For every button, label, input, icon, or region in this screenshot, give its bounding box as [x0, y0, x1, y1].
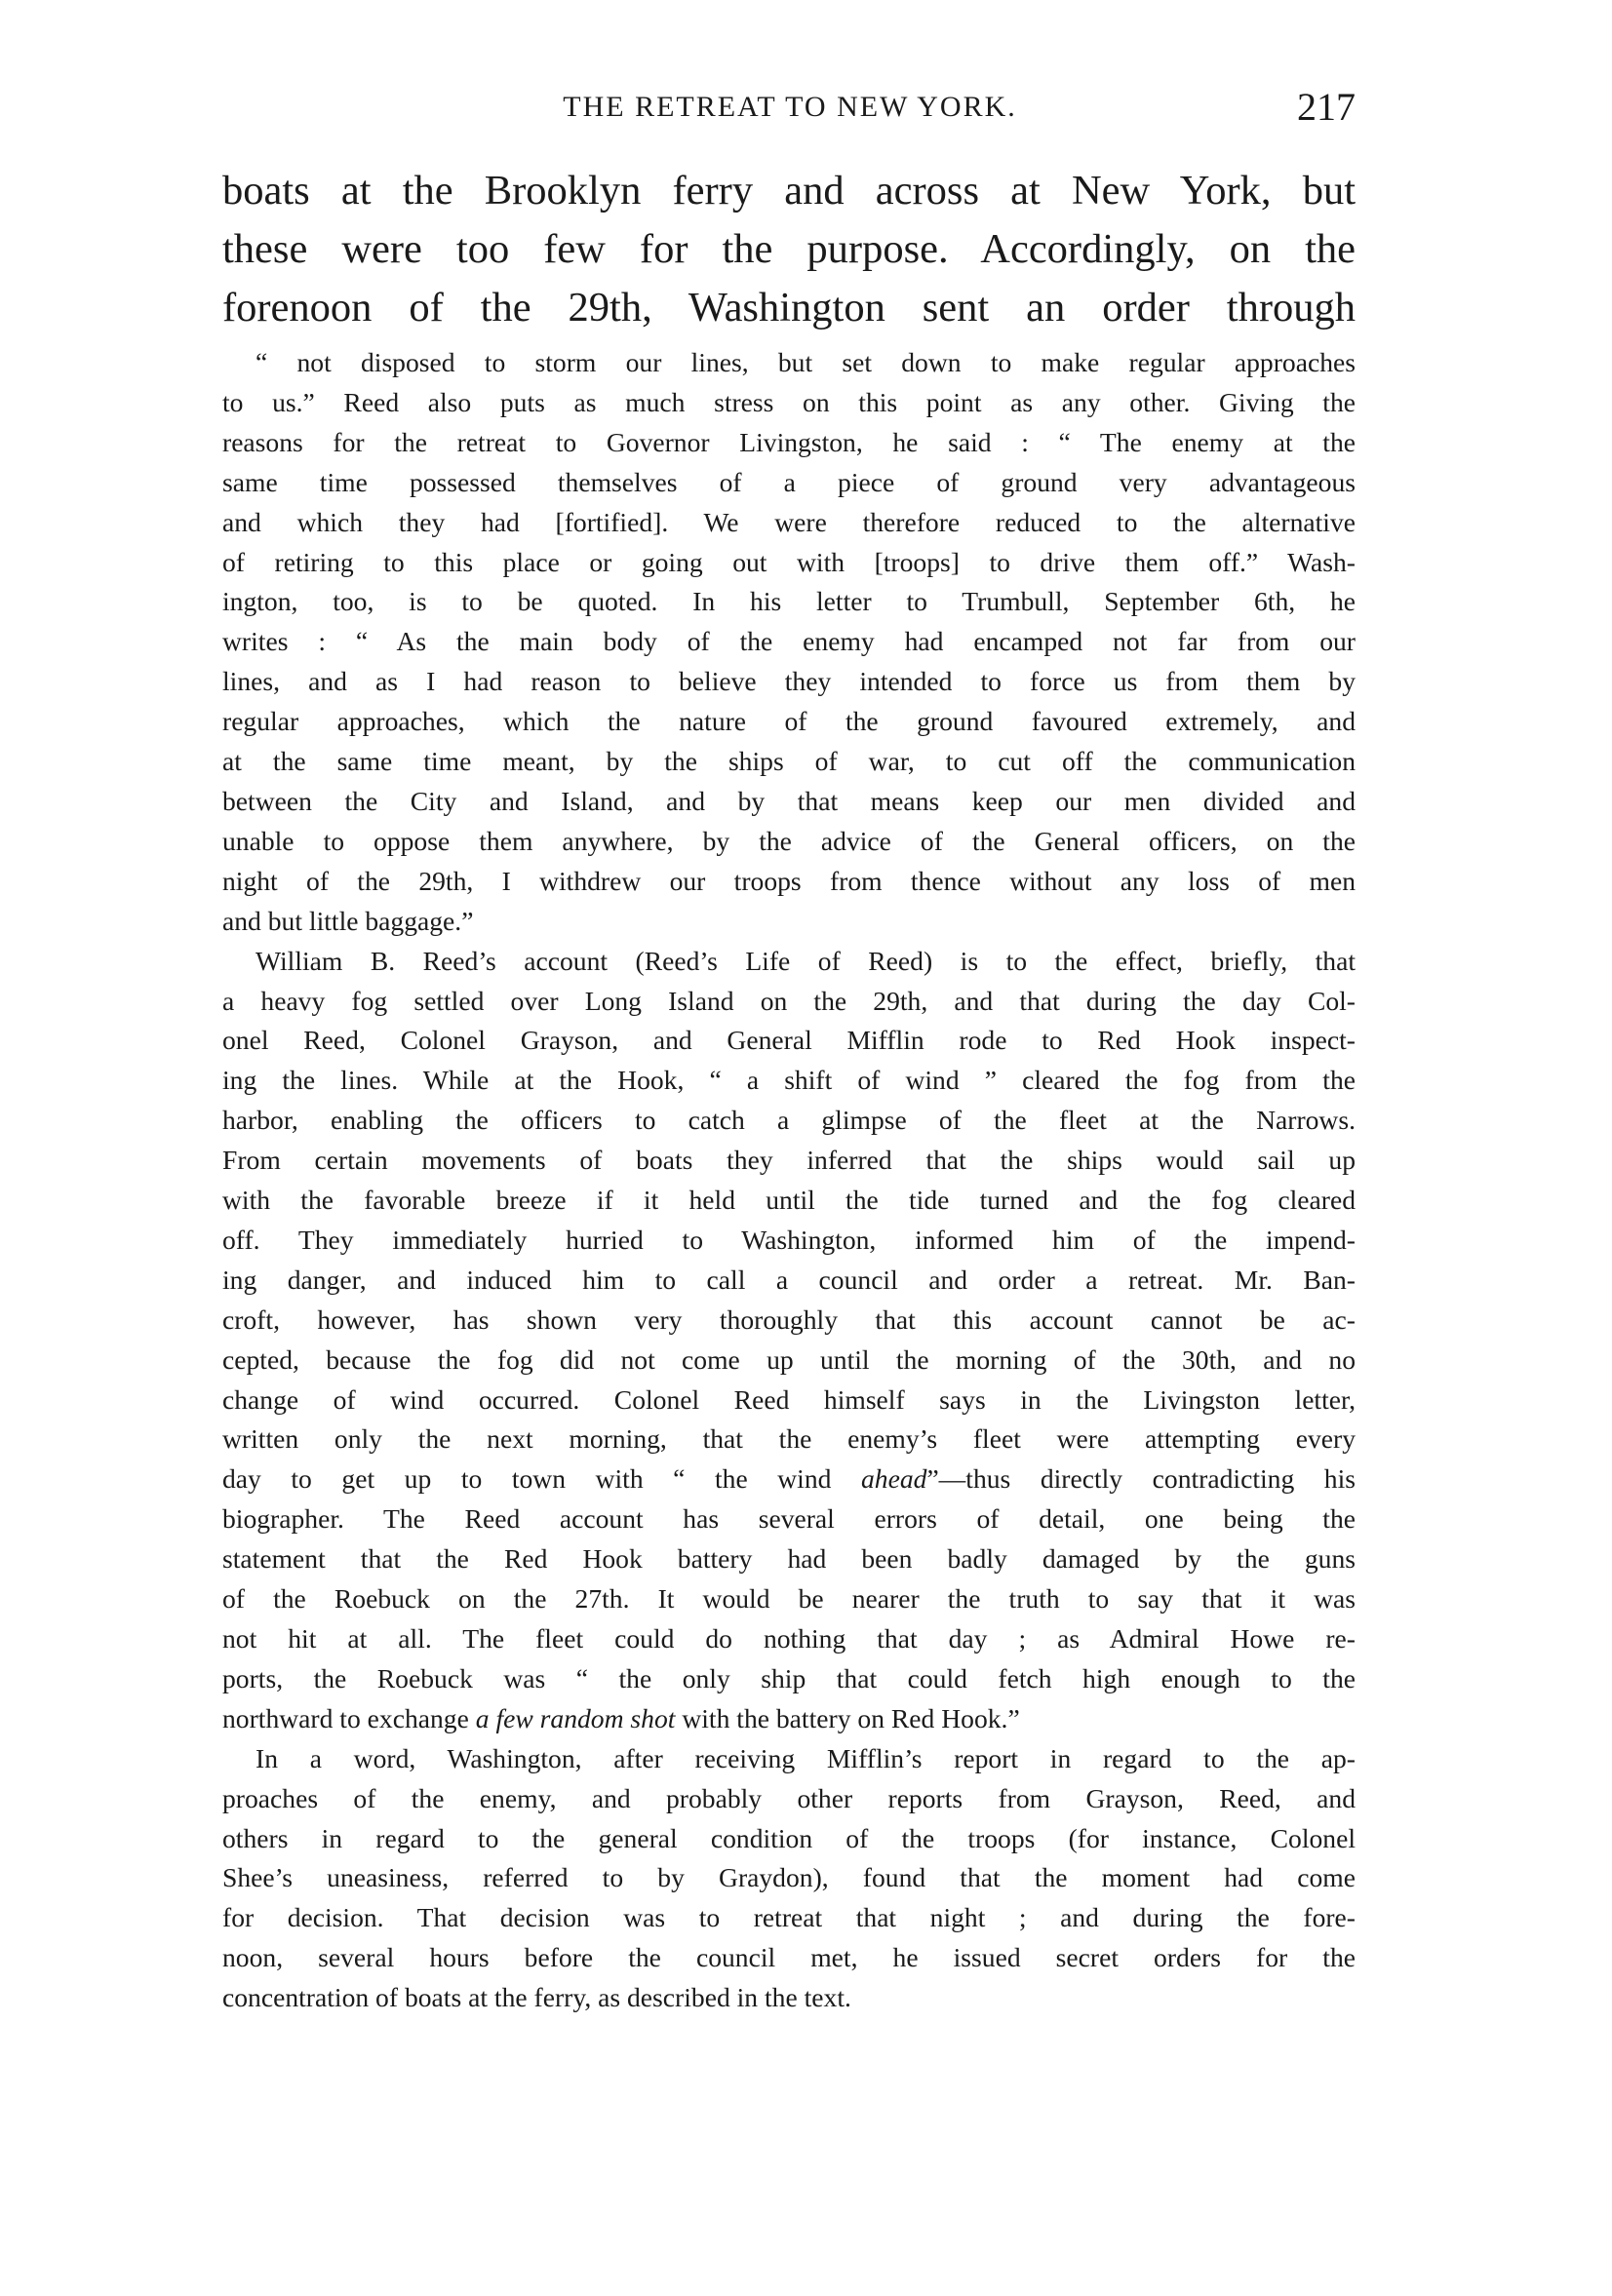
footnote-line: off. They immediately hurried to Washington, informed him of the impend- [222, 1224, 1356, 1255]
footnote-line: with the favorable breeze if it held until the tide turned and the fog cleared [222, 1185, 1356, 1216]
footnote-text: with the battery on Red Hook.” [675, 1702, 1020, 1733]
footnote-text: ”—thus directly contradicting his [926, 1463, 1356, 1495]
footnote-line: unable to oppose them anywhere, by the advice of the General officers, on the [222, 825, 1356, 856]
footnote-line: harbor, enabling the officers to catch a glimpse of the fleet at the Narrows. [222, 1105, 1356, 1136]
footnote-line: a heavy fog settled over Long Island on the 29th, and that during the day Col- [222, 985, 1356, 1016]
footnote-line: at the same time meant, by the ships of war, to cut off the communication [222, 746, 1356, 777]
footnote-line: of retiring to this place or going out with [troops] to drive them off.” Wash- [222, 546, 1356, 577]
footnote-line: not hit at all. The fleet could do nothing that day ; as Admiral Howe re- [222, 1623, 1356, 1654]
footnote-line: regular approaches, which the nature of the ground favoured extremely, and [222, 706, 1356, 737]
footnote-line: concentration of boats at the ferry, as described in the text. [222, 1982, 851, 2013]
footnote-line: noon, several hours before the council met, he issued secret orders for the [222, 1942, 1356, 1973]
footnote-line: for decision. That decision was to retreat that night ; and during the fore- [222, 1902, 1356, 1933]
footnote-line: written only the next morning, that the enemy’s fleet were attempting every [222, 1423, 1356, 1455]
footnote-paragraph-1 [222, 343, 1356, 942]
footnote-line: writes : “ As the main body of the enemy had encamped not far from our [222, 626, 1356, 657]
main-text-line: boats at the Brooklyn ferry and across at New York, but [222, 168, 1356, 214]
page-number: 217 [1297, 85, 1356, 129]
footnote-line [222, 1459, 1356, 1499]
footnote-line [222, 1699, 1356, 1739]
footnote-paragraph-2 [222, 942, 1356, 1739]
running-title: THE RETREAT TO NEW YORK. [563, 91, 1017, 123]
footnote-line: and but little baggage.” [222, 905, 474, 936]
footnote-line: and which they had [fortified]. We were therefore reduced to the alternative [222, 506, 1356, 537]
footnote-line: Shee’s uneasiness, referred to by Graydon), found that the moment had come [222, 1862, 1356, 1893]
footnote-paragraph-3 [222, 1739, 1356, 2018]
footnote-line: same time possessed themselves of a piece of ground very advantageous [222, 466, 1356, 497]
footnote-line: others in regard to the general condition of the troops (for instance, Colonel [222, 1822, 1356, 1853]
footnote-line: ing the lines. While at the Hook, “ a shift of wind ” cleared the fog from the [222, 1065, 1356, 1096]
footnote-line: night of the 29th, I withdrew our troops from thence without any loss of men [222, 865, 1356, 896]
italic-emphasis: a few random shot [475, 1702, 676, 1733]
footnote-line: reasons for the retreat to Governor Livingston, he said : “ The enemy at the [222, 426, 1356, 457]
footnote-line: In a word, Washington, after receiving Mifflin’s report in regard to the ap- [256, 1742, 1356, 1773]
footnote-line: ington, too, is to be quoted. In his letter to Trumbull, September 6th, he [222, 586, 1356, 617]
main-text-line: these were too few for the purpose. Accordingly, on the [222, 226, 1356, 272]
footnotes [222, 343, 1356, 2018]
footnote-line: croft, however, has shown very thoroughly that this account cannot be ac- [222, 1304, 1356, 1335]
footnote-line: onel Reed, Colonel Grayson, and General Mifflin rode to Red Hook inspect- [222, 1025, 1356, 1056]
footnote-line: cepted, because the fog did not come up until the morning of the 30th, and no [222, 1343, 1356, 1375]
footnote-line: ports, the Roebuck was “ the only ship that could fetch high enough to the [222, 1662, 1356, 1693]
footnote-text: northward to exchange [222, 1702, 476, 1733]
footnote-line: ing danger, and induced him to call a council and order a retreat. Mr. Ban- [222, 1264, 1356, 1295]
footnote-line: biographer. The Reed account has several errors of detail, one being the [222, 1503, 1356, 1535]
footnote-line: change of wind occurred. Colonel Reed himself says in the Livingston letter, [222, 1383, 1356, 1415]
main-text-line: forenoon of the 29th, Washington sent an order through [222, 285, 1356, 331]
footnote-line: “ not disposed to storm our lines, but set down to make regular approaches [256, 347, 1356, 377]
footnote-line: From certain movements of boats they inferred that the ships would sail up [222, 1145, 1356, 1176]
footnote-line: proaches of the enemy, and probably other reports from Grayson, Reed, and [222, 1782, 1356, 1813]
main-text [222, 162, 1356, 337]
footnote-line: of the Roebuck on the 27th. It would be nearer the truth to say that it was [222, 1583, 1356, 1615]
running-head [224, 86, 1356, 135]
footnote-text: day to get up to town with “ the wind [222, 1463, 861, 1495]
italic-emphasis: ahead [861, 1463, 927, 1495]
footnote-line: lines, and as I had reason to believe they intended to force us from them by [222, 666, 1356, 697]
footnote-line: to us.” Reed also puts as much stress on this point as any other. Giving the [222, 386, 1356, 417]
footnote-line: between the City and Island, and by that means keep our men divided and [222, 785, 1356, 816]
footnote-line: William B. Reed’s account (Reed’s Life of Reed) is to the effect, briefly, that [256, 945, 1356, 976]
footnote-line: statement that the Red Hook battery had been badly damaged by the guns [222, 1543, 1356, 1575]
